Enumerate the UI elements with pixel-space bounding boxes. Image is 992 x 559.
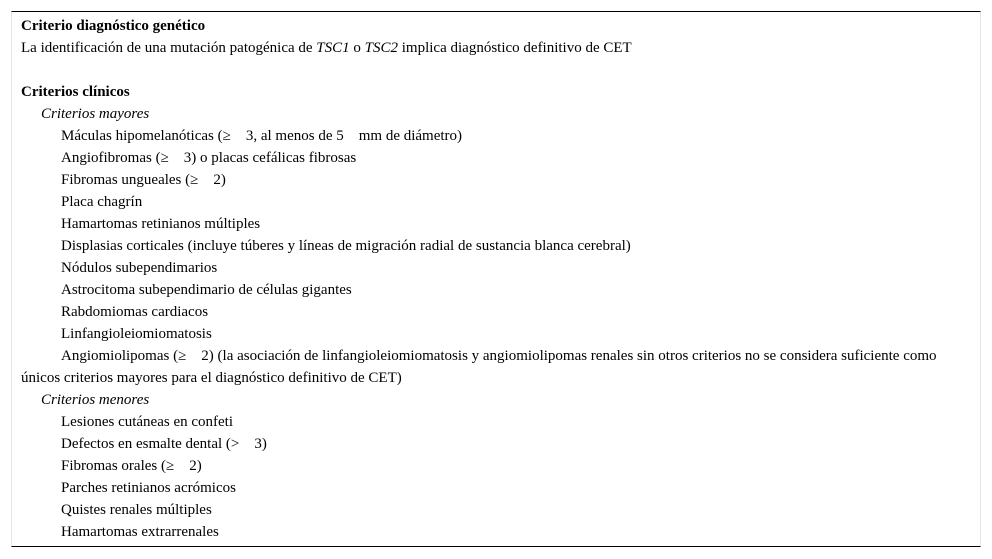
major-criterion-item: Fibromas ungueales (≥ 2) <box>61 172 226 188</box>
minor-criterion-item: Parches retinianos acrómicos <box>61 480 236 496</box>
major-criterion-item: Angiofibromas (≥ 3) o placas cefálicas fibrosas <box>61 150 357 166</box>
gene-tsc2: TSC2 <box>364 40 399 56</box>
minor-criterion-item: Defectos en esmalte dental (> 3) <box>61 436 267 452</box>
major-criterion-item: Máculas hipomelanóticas (≥ 3, al menos de 5 mm de diámetro) <box>61 128 463 144</box>
major-criteria-heading: Criterios mayores <box>41 106 150 122</box>
minor-criterion-item: Lesiones cutáneas en confeti <box>61 414 234 430</box>
gene-tsc1: TSC1 <box>316 40 350 56</box>
major-criterion-item: Hamartomas retinianos múltiples <box>61 216 261 232</box>
criteria-content <box>21 15 961 543</box>
clinical-criteria-heading: Criterios clínicos <box>21 84 130 100</box>
major-criterion-item: Angiomiolipomas (≥ 2) (la asociación de linfangioleiomiomatosis y angiomiolipomas renales sin otros criterios no se considera suficiente como únicos criterios mayores para el diagnóstico definitivo de CET) <box>21 348 937 386</box>
major-criterion-item: Displasias corticales (incluye túberes y líneas de migración radial de sustancia blanca cerebral) <box>61 238 631 254</box>
major-criterion-item: Rabdomiomas cardiacos <box>61 304 209 320</box>
major-criterion-item: Placa chagrín <box>61 194 143 210</box>
genetic-text-mid: o <box>349 40 365 56</box>
genetic-text-before: La identificación de una mutación patogénica de <box>21 40 317 56</box>
genetic-text-after: implica diagnóstico definitivo de CET <box>398 40 632 56</box>
minor-criteria-heading: Criterios menores <box>41 392 150 408</box>
genetic-criterion-heading: Criterio diagnóstico genético <box>21 18 206 34</box>
minor-criterion-item: Fibromas orales (≥ 2) <box>61 458 202 474</box>
genetic-criterion-text <box>21 37 961 59</box>
minor-criterion-item: Hamartomas extrarrenales <box>61 524 219 540</box>
major-criterion-item: Linfangioleiomiomatosis <box>61 326 212 342</box>
spacer <box>21 59 961 81</box>
criteria-table <box>11 11 981 547</box>
minor-criterion-item: Quistes renales múltiples <box>61 502 212 518</box>
major-criterion-item: Nódulos subependimarios <box>61 260 218 276</box>
major-criterion-item: Astrocitoma subependimario de células gigantes <box>61 282 352 298</box>
